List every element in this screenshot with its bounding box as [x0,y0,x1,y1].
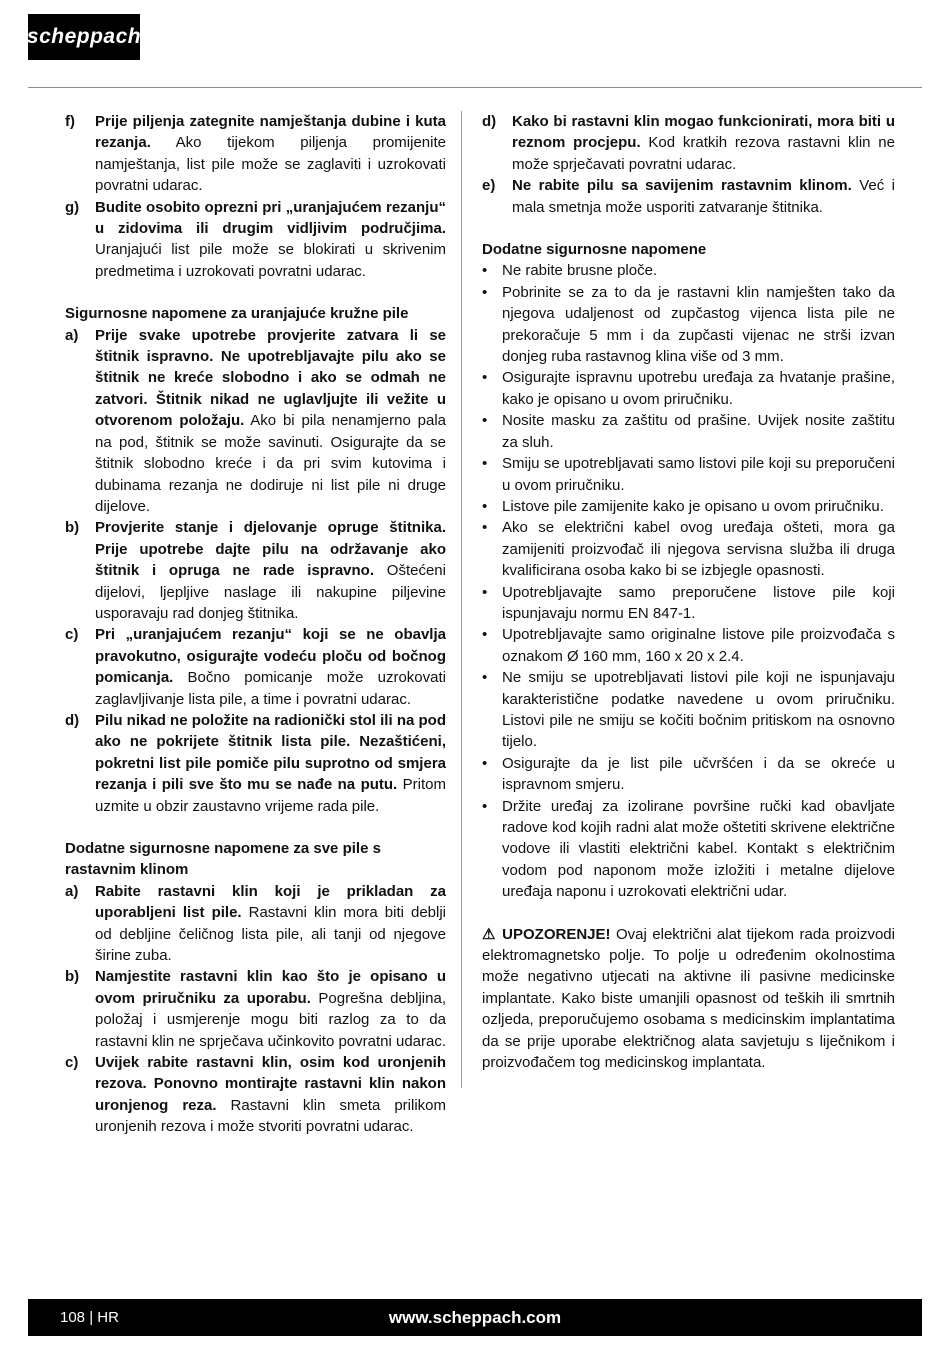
bold-text-run: Uvijek rabite rastavni klin, osim kod uronjenih rezova. Ponovno montirajte rastavni klin nakon uronjenog reza. [95,1054,446,1114]
bullet-item [482,260,895,281]
warning-triangle-icon: ⚠ [482,925,503,943]
item-text [502,367,895,410]
body-text-run: Pogrešna debljina, položaj i usmjerenje mogu biti razlog za to da rastavni klin ne sprječava učinkovito povratni udarac. [95,989,447,1050]
list-item [65,197,446,283]
body-text-run: Ako tijekom piljenja promijenite namještanja, list pile može se zaglaviti i uzrokovati povratni udarac. [95,134,446,195]
page-header [0,0,950,60]
body-text-run: Upotrebljavajte samo originalne listove pile proizvođača s oznakom Ø 160 mm, 160 x 20 x 2.4. [502,626,895,665]
item-text [95,624,446,710]
bold-text-run: Namjestite rastavni klin kao što je opisano u ovom priručniku za uporabu. [95,968,446,1007]
item-text [512,175,895,218]
item-text [95,111,446,197]
list-item [65,624,446,710]
list-item [65,1052,446,1138]
list-item [482,111,895,175]
item-text [512,111,895,175]
scheppach-logo [28,14,140,60]
bullet-icon: • [482,583,488,601]
item-text [502,517,895,581]
page-number: 108 | HR [60,1309,119,1326]
item-marker: f) [65,113,75,130]
item-marker: a) [65,882,79,900]
body-text-run: Rastavni klin mora biti deblji od debljine čeličnog lista pile, ali tanji od njegove širine zuba. [95,904,447,965]
item-text [502,496,895,517]
bullet-item [482,753,895,796]
bullet-icon: • [482,369,488,387]
bullet-item [482,667,895,753]
right-column [462,111,895,1138]
item-text [502,753,895,796]
bullet-icon: • [482,262,488,280]
list-item [65,710,446,817]
bullet-item [482,796,895,903]
section-heading: Dodatne sigurnosne napomene [482,241,707,259]
section-heading: Dodatne sigurnosne napomene za sve pile s rastavnim klinom [65,840,381,879]
bold-text-run: Prije svake upotrebe provjerite zatvara li se štitnik ispravno. Ne upotrebljavajte pilu ako se štitnik ne kreće slobodno i ako se odmah ne zatvori. Štitnik nikad ne uglavljujte ili vežite u otvorenom položaju. [95,326,446,430]
item-text [502,453,895,496]
bullet-item [482,453,895,496]
bold-text-run: Prije piljenja zategnite namještanja dubine i kuta rezanja. [95,113,446,152]
bold-text-run: Budite osobito oprezni pri „uranjajućem rezanju“ u zidovima ili drugim vidljivim područjima. [95,198,446,238]
logo-text: scheppach [26,25,142,48]
item-text [502,667,895,753]
item-marker: d) [65,711,80,729]
bullet-icon: • [482,626,488,644]
bullet-icon: • [482,797,488,815]
body-text-run: Nosite masku za zaštitu od prašine. Uvijek nosite zaštitu za sluh. [502,412,895,451]
item-marker: d) [482,113,497,130]
bullet-item [482,496,895,517]
body-text-run: Pritom uzmite u obzir zaustavno vrijeme rada pile. [95,776,446,815]
body-text-run: Osigurajte da je list pile učvršćen i da se okreće u ispravnom smjeru. [502,754,895,794]
bullet-icon: • [482,412,488,430]
warning-paragraph [482,924,895,1074]
item-text [502,282,895,368]
list-item [65,111,446,197]
list-item [65,325,446,518]
bullet-item [482,624,895,667]
section-heading: Sigurnosne napomene za uranjajuće kružne pile [65,305,409,323]
body-text-run: Ako se električni kabel ovog uređaja ošteti, mora ga zamijeniti proizvođač ili njegova servisna služba ili druga kvalificirana osoba kako bi se izbjegle opasnosti. [502,519,895,580]
item-marker: e) [482,177,496,195]
bold-text-run: Ne rabite pilu sa savijenim rastavnim klinom. [512,177,852,195]
bullet-icon: • [482,519,488,537]
bold-text-run: Pri „uranjajućem rezanju“ koji se ne obavlja pravokutno, osigurajte vodeću ploču od bočnog pomicanja. [95,626,446,687]
item-marker: c) [65,1054,79,1072]
warning-text: Ovaj električni alat tijekom rada proizvodi elektromagnetsko polje. To polje u određenim okolnostima može negativno utjecati na aktivne ili pasivne medicinske implantate. Kako biste umanjili opasnost od teških ili smrtnih ozljeda, preporučujemo osobama s medicinskim implantatima da se prije uporabe električnog alata savjetuju s liječnikom i proizvođačem tog medicinskog implantata. [482,925,895,1072]
bullet-icon: • [482,455,488,473]
body-text-run: Bočno pomicanje može uzrokovati zaglavljivanje lista pile, a time i povratni udarac. [95,669,446,708]
item-marker: g) [65,198,80,216]
item-text [502,582,895,625]
bullet-icon: • [482,283,488,301]
item-text [95,325,446,518]
body-text-run: Već i mala smetnja može usporiti zatvaranje štitnika. [512,177,895,216]
body-text-run: Kod kratkih rezova rastavni klin ne može sprječavati povratni udarac. [512,134,895,173]
document-body [0,88,950,1138]
body-text-run: Osigurajte ispravnu upotrebu uređaja za hvatanje prašine, kako je opisano u ovom priručniku. [502,369,895,408]
item-text [95,197,446,283]
body-text-run: Oštećeni dijelovi, ljepljive naslage ili nakupine piljevine usporavaju rad donjeg štitnika. [95,562,446,622]
bullet-item [482,367,895,410]
warning-label: UPOZORENJE! [502,925,611,943]
body-text-run: Ako bi pila nenamjerno pala na pod, štitnik se može savinuti. Osigurajte da se štitnik slobodno kreće i da pri svim kutovima i dubinama rezanja ne dodiruje ni list pile ni druge dijelove. [95,412,446,515]
body-text-run: Ne rabite brusne ploče. [502,262,658,280]
item-text [502,260,895,281]
list-item [482,175,895,218]
item-text [95,710,446,817]
bullet-icon: • [482,669,488,687]
item-text [95,517,446,624]
bullet-item [482,517,895,581]
item-marker: c) [65,626,79,644]
body-text-run: Pobrinite se za to da je rastavni klin namješten tako da njegova udaljenost od zupčastog vijenca lista pile ne prekoračuje 5 mm i da zupčasti vijenac ne strši izvan donjeg ruba rastavnog klina više od 3 mm. [502,283,895,366]
item-text [502,796,895,903]
item-text [95,881,446,967]
body-text-run: Uranjajući list pile može se blokirati u skrivenim predmetima i uzrokovati povratni udarac. [95,241,446,280]
list-item [65,517,446,624]
bullet-item [482,410,895,453]
bullet-item [482,282,895,368]
item-text [95,1052,446,1138]
item-text [95,966,446,1052]
body-text-run: Upotrebljavajte samo preporučene listove pile koji ispunjavaju normu EN 847-1. [502,583,895,622]
body-text-run: Smiju se upotrebljavati samo listovi pile koji su preporučeni u ovom priručniku. [502,455,895,494]
body-text-run: Listove pile zamijenite kako je opisano u ovom priručniku. [502,497,884,515]
item-text [502,410,895,453]
bullet-item [482,582,895,625]
website-url: www.scheppach.com [388,1307,562,1327]
item-text [502,624,895,667]
bullet-icon: • [482,754,488,772]
bold-text-run: Rabite rastavni klin koji je prikladan za uporabljeni list pile. [95,882,446,922]
item-marker: b) [65,968,80,986]
left-column [65,111,461,1138]
bold-text-run: Pilu nikad ne položite na radionički stol ili na pod ako ne pokrijete štitnik lista pile. Nezaštićeni, pokretni list pile pomiče pilu suprotno od smjera rezanja i pili sve što mu se nađe na putu. [95,711,446,794]
list-item [65,881,446,967]
item-marker: b) [65,519,80,537]
bold-text-run: Provjerite stanje i djelovanje opruge štitnika. Prije upotrebe dajte pilu na održavanje ako štitnik i opruga ne rade ispravno. [95,519,446,580]
list-item [65,966,446,1052]
footer-bar [28,1299,922,1336]
bullet-icon: • [482,497,488,515]
body-text-run: Ne smiju se upotrebljavati listovi pile koji ne ispunjavaju karakteristične podatke navedene u ovom priručniku. Listovi pile ne smiju se kočiti bočnim pritiskom na osnovno tijelo. [502,669,895,751]
item-marker: a) [65,326,79,344]
bold-text-run: Kako bi rastavni klin mogao funkcionirati, mora biti u reznom procjepu. [512,113,895,152]
body-text-run: Držite uređaj za izolirane površine ručki kad obavljate radove kod kojih radni alat može oštetiti skrivene električne vodove ili vlastiti električni kabel. Kontakt s električnim vodom pod naponom može izložiti i metalne dijelove uređaja naponu i uzrokovati električni udar. [502,797,895,901]
body-text-run: Rastavni klin smeta prilikom uronjenih rezova i može stvoriti povratni udarac. [95,1096,446,1136]
